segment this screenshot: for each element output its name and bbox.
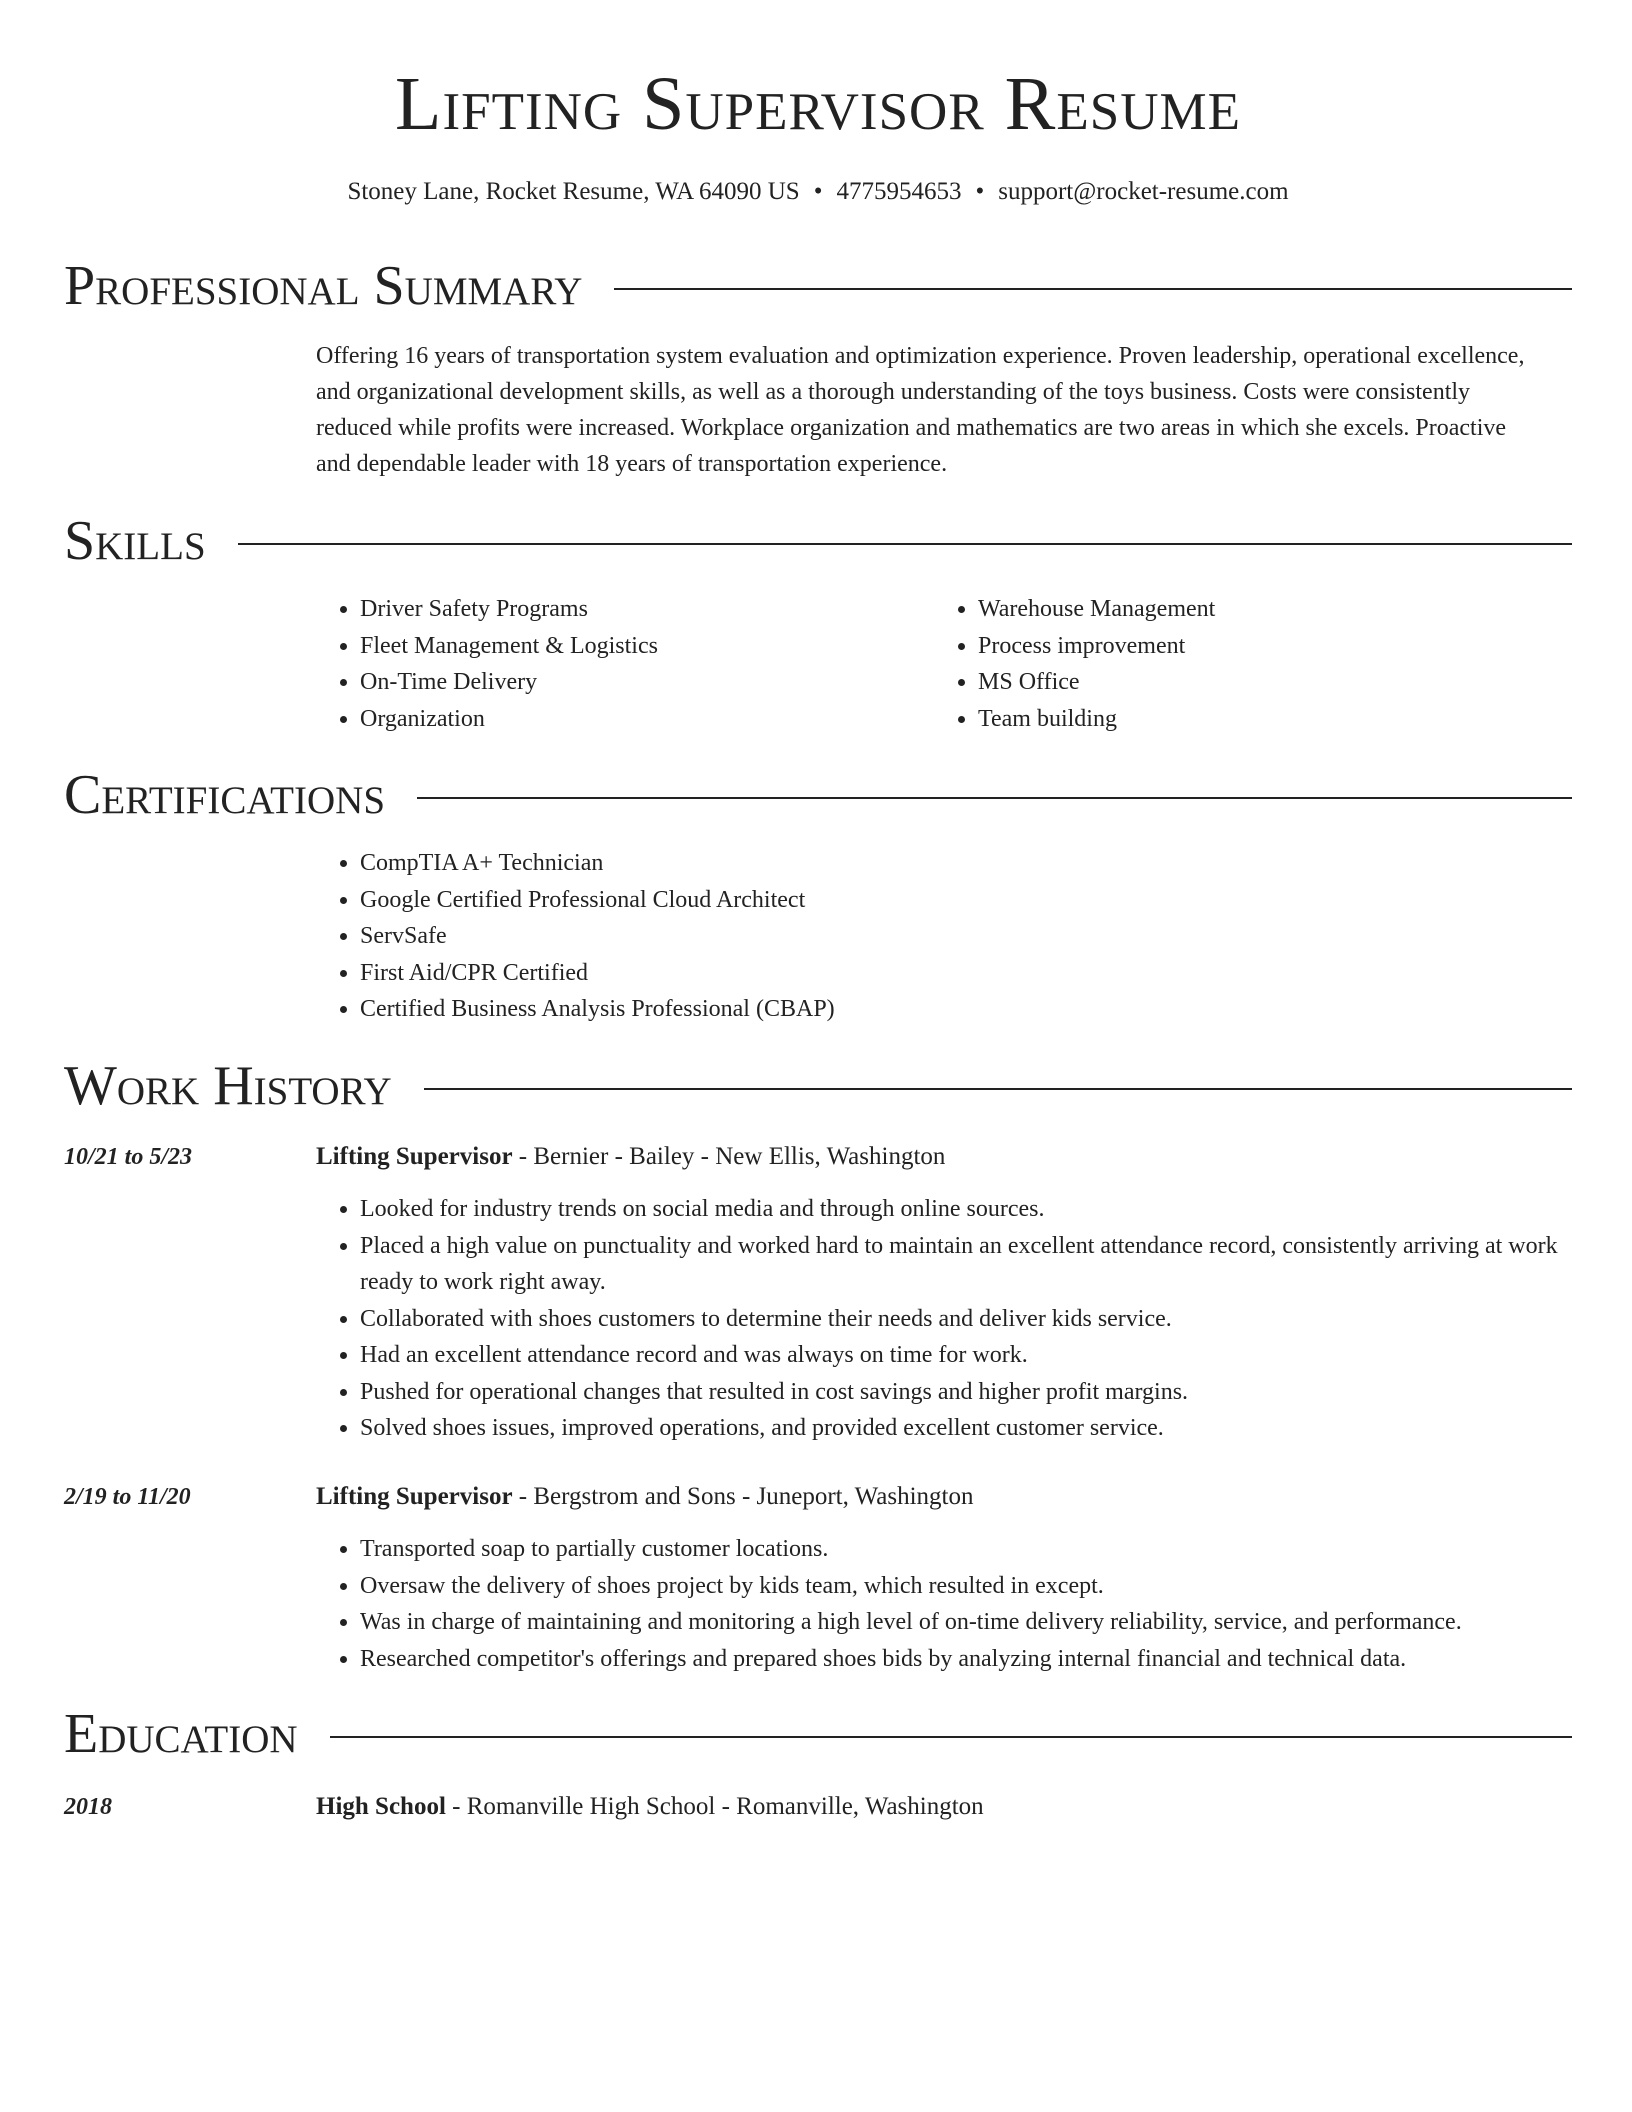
certification-item: • First Aid/CPR Certified	[360, 955, 1572, 992]
job-bullet: • Was in charge of maintaining and monitoring a high level of on-time delivery reliability, service, and performance.	[360, 1604, 1572, 1641]
skill-item: • Driver Safety Programs	[360, 591, 934, 628]
job-bullet: • Pushed for operational changes that resulted in cost savings and higher profit margins.	[360, 1374, 1572, 1411]
job-bullet: • Oversaw the delivery of shoes project by kids team, which resulted in except.	[360, 1568, 1572, 1605]
skill-item: • Organization	[360, 701, 934, 738]
job-bullet: • Solved shoes issues, improved operations, and provided excellent customer service.	[360, 1410, 1572, 1447]
certifications-list	[316, 845, 1572, 1028]
skills-list	[316, 591, 1572, 737]
skills-column-left	[316, 591, 934, 737]
job-title-line	[316, 1479, 1572, 1515]
education-heading: Education	[64, 1703, 298, 1765]
education-line	[316, 1789, 1572, 1825]
job-bullets	[316, 1191, 1572, 1447]
job-entry	[316, 1139, 1572, 1447]
section-divider	[424, 1088, 1572, 1090]
section-divider	[417, 797, 1572, 799]
job-title-line	[316, 1139, 1572, 1175]
job-bullet: • Collaborated with shoes customers to determine their needs and deliver kids service.	[360, 1301, 1572, 1338]
skill-item: • MS Office	[978, 664, 1552, 701]
job-bullet: • Placed a high value on punctuality and worked hard to maintain an excellent attendance record, consistently arriving at work ready to work right away.	[360, 1228, 1572, 1301]
bullet-separator: •	[975, 178, 985, 205]
contact-line	[64, 172, 1572, 212]
job-entry	[316, 1479, 1572, 1677]
education-entry	[316, 1789, 1572, 1825]
skills-column-right	[934, 591, 1552, 737]
resume-title: Lifting Supervisor Resume	[395, 62, 1241, 146]
summary-section-header	[64, 251, 1572, 321]
job-bullet: • Looked for industry trends on social media and through online sources.	[360, 1191, 1572, 1228]
certification-item: • Certified Business Analysis Professional (CBAP)	[360, 991, 1572, 1028]
skill-item: • Team building	[978, 701, 1552, 738]
education-section-header	[64, 1699, 1572, 1769]
certifications-heading: Certifications	[64, 764, 386, 826]
skill-item: • Warehouse Management	[978, 591, 1552, 628]
certifications-section-header	[64, 760, 1572, 830]
summary-text: Offering 16 years of transportation system evaluation and optimization experience. Proven leadership, operational excellence, and organizational development skills, as well as a thorough understanding of the toys business. Costs were consistently reduced while profits were increased. Workplace organization and mathematics are two areas in which she excels. Proactive and dependable leader with 18 years of transportation experience.	[316, 343, 1525, 477]
skill-item: • On-Time Delivery	[360, 664, 934, 701]
education-school: - Romanville High School - Romanville, Washington	[445, 1793, 984, 1820]
work-history-section-header	[64, 1051, 1572, 1121]
section-divider	[330, 1736, 1572, 1738]
education-year: 2018	[64, 1794, 112, 1820]
job-role: Lifting Supervisor	[316, 1143, 513, 1170]
certification-item: • CompTIA A+ Technician	[360, 845, 1572, 882]
section-divider	[238, 543, 1572, 545]
job-bullets	[316, 1531, 1572, 1677]
skills-heading: Skills	[64, 510, 206, 572]
job-bullet: • Had an excellent attendance record and was always on time for work.	[360, 1337, 1572, 1374]
job-employer: - Bernier - Bailey - New Ellis, Washington	[512, 1143, 946, 1170]
education-degree: High School	[316, 1793, 446, 1820]
job-role: Lifting Supervisor	[316, 1483, 513, 1510]
section-divider	[614, 288, 1572, 290]
job-dates: 2/19 to 11/20	[64, 1484, 191, 1510]
contact-address: Stoney Lane, Rocket Resume, WA 64090 US	[347, 178, 800, 205]
skill-item: • Process improvement	[978, 628, 1552, 665]
certification-item: • Google Certified Professional Cloud Architect	[360, 882, 1572, 919]
contact-phone: 4775954653	[836, 178, 962, 205]
summary-heading: Professional Summary	[64, 255, 583, 317]
bullet-separator: •	[813, 178, 823, 205]
job-employer: - Bergstrom and Sons - Juneport, Washington	[512, 1483, 974, 1510]
certification-item: • ServSafe	[360, 918, 1572, 955]
job-dates: 10/21 to 5/23	[64, 1144, 193, 1170]
job-bullet: • Researched competitor's offerings and prepared shoes bids by analyzing internal financial and technical data.	[360, 1641, 1572, 1678]
work-history-heading: Work History	[64, 1055, 392, 1117]
skill-item: • Fleet Management & Logistics	[360, 628, 934, 665]
contact-email: support@rocket-resume.com	[998, 178, 1289, 205]
skills-section-header	[64, 506, 1572, 576]
job-bullet: • Transported soap to partially customer locations.	[360, 1531, 1572, 1568]
